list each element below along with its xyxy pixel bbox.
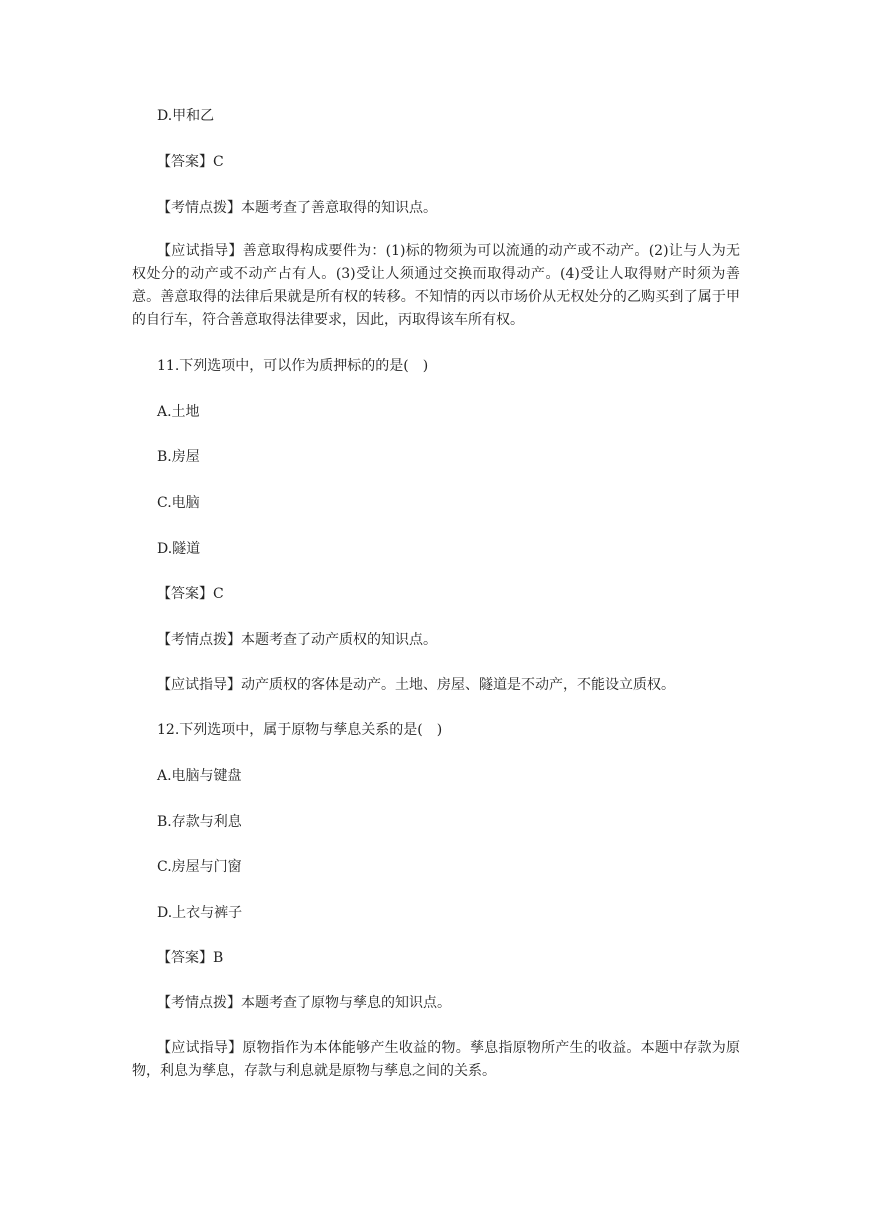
- question-12: 12.下列选项中，属于原物与孳息关系的是( ): [157, 722, 443, 738]
- guidance-q12: 【应试指导】原物指作为本体能够产生收益的物。孳息指原物所产生的收益。本题中存款为原物，利息为孳息，存款与利息就是原物与孳息之间的关系。: [132, 1040, 740, 1079]
- question-11: 11.下列选项中，可以作为质押标的的是( ): [157, 358, 429, 374]
- option-d-q12: D.上衣与裤子: [157, 905, 243, 921]
- analysis-q10: 【考情点拨】本题考查了善意取得的知识点。: [157, 200, 437, 216]
- option-b-q12: B.存款与利息: [157, 814, 242, 830]
- analysis-q12: 【考情点拨】本题考查了原物与孳息的知识点。: [157, 995, 451, 1011]
- option-b-q11: B.房屋: [157, 449, 200, 465]
- option-c-q12: C.房屋与门窗: [157, 859, 242, 875]
- answer-q11: 【答案】C: [157, 586, 224, 602]
- guidance-q10: 【应试指导】善意取得构成要件为：(1)标的物须为可以流通的动产或不动产。(2)让与人为无权处分的动产或不动产占有人。(3)受让人须通过交换而取得动产。(4)受让人取得财产时须为善意。善意取得的法律后果就是所有权的转移。不知情的丙以市场价从无权处分的乙购买到了属于甲的自行车，符合善意取得法律要求，因此，丙取得该车所有权。: [132, 243, 740, 328]
- option-a-q12: A.电脑与键盘: [157, 768, 242, 784]
- option-c-q11: C.电脑: [157, 495, 200, 511]
- analysis-q11: 【考情点拨】本题考查了动产质权的知识点。: [157, 632, 437, 648]
- option-d-q11: D.隧道: [157, 541, 201, 557]
- option-a-q11: A.土地: [157, 404, 200, 420]
- answer-q10: 【答案】C: [157, 154, 224, 170]
- guidance-q11: 【应试指导】动产质权的客体是动产。土地、房屋、隧道是不动产，不能设立质权。: [157, 677, 675, 693]
- answer-q12: 【答案】B: [157, 950, 224, 966]
- option-d-q10: D.甲和乙: [157, 108, 215, 124]
